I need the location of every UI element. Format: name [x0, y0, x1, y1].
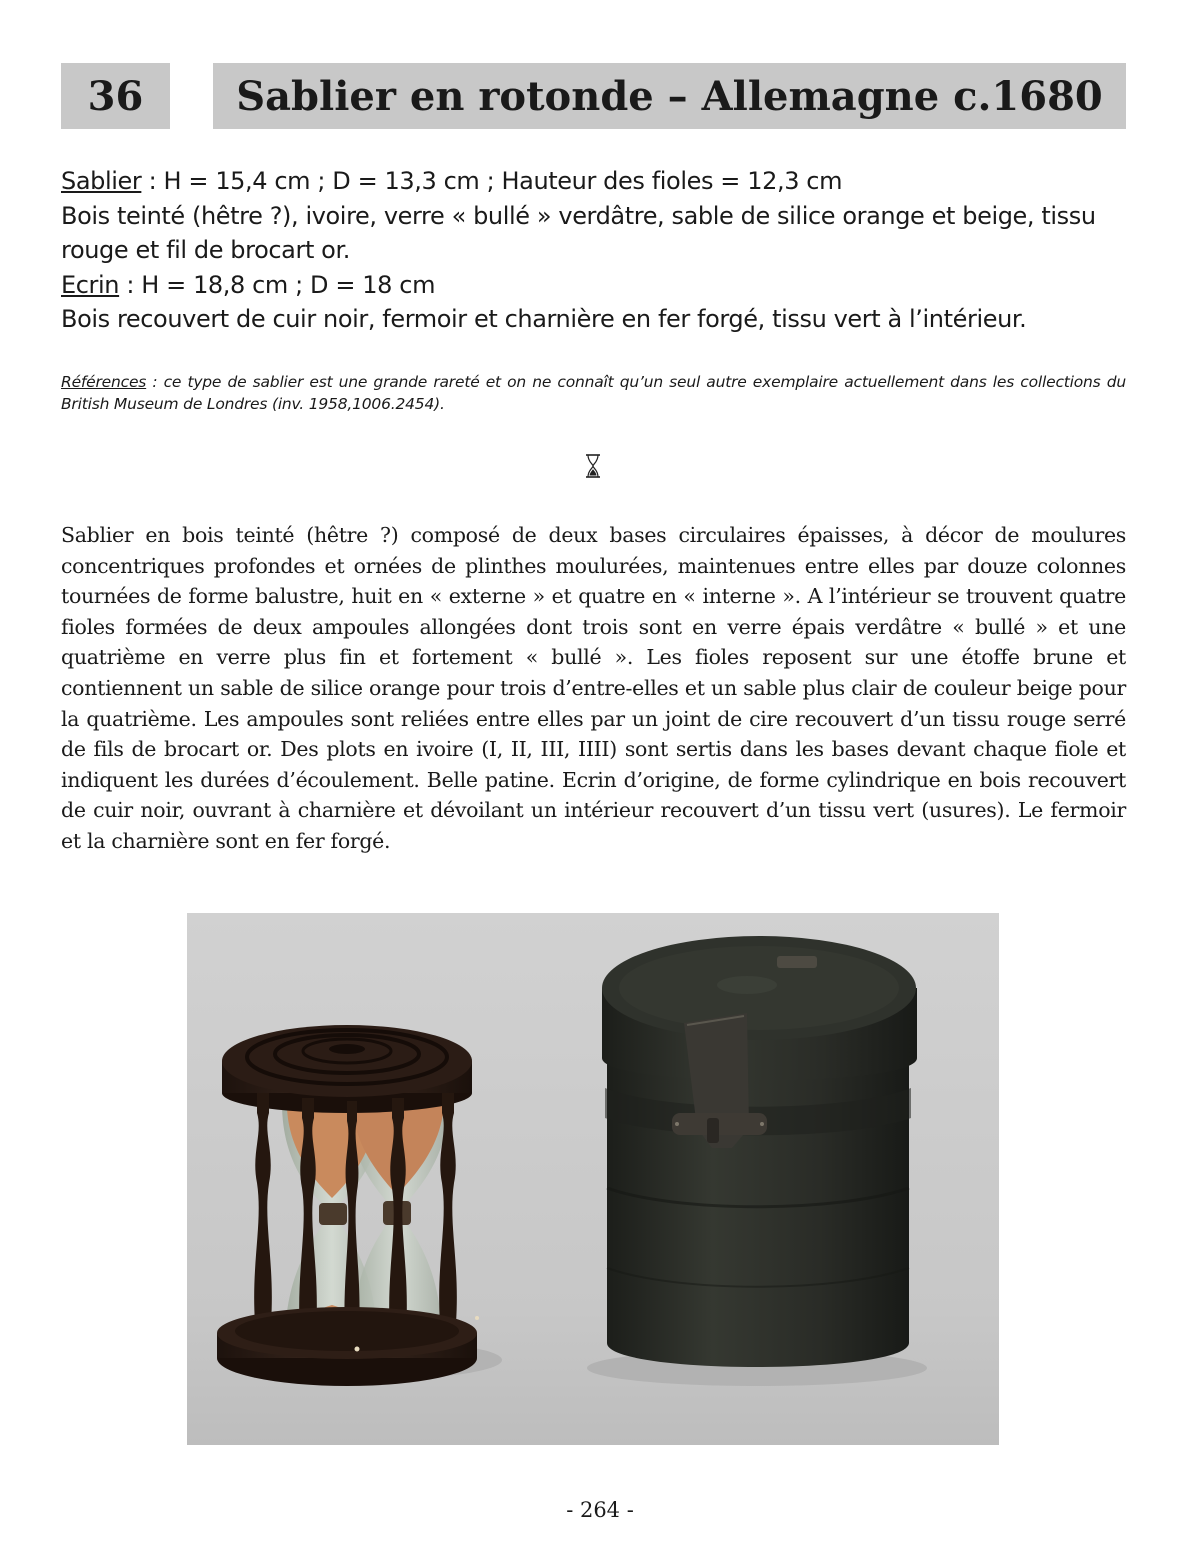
sablier-label: Sablier — [61, 167, 142, 195]
references-label: Références — [61, 373, 147, 391]
ecrin-dimensions — [61, 268, 1131, 303]
ecrin-materials: Bois recouvert de cuir noir, fermoir et charnière en fer forgé, tissu vert à l’intérieur. — [61, 305, 1027, 333]
page-number: - 264 - — [566, 1498, 634, 1522]
ecrin-dims-text: : H = 18,8 cm ; D = 18 cm — [119, 270, 436, 299]
references — [61, 371, 1126, 415]
page-title: Sablier en rotonde – Allemagne c.1680 — [236, 72, 1103, 120]
title-box — [213, 63, 1126, 129]
sablier-dims-text: : H = 15,4 cm ; D = 13,3 cm ; Hauteur des fioles = 12,3 cm — [141, 167, 843, 195]
lot-number: 36 — [87, 72, 144, 120]
lot-number-box — [61, 63, 170, 129]
description: Sablier en bois teinté (hêtre ?) composé de deux bases circulaires épaisses, à décor de moulures concentriques profondes et ornées de plinthes moulurées, maintenues entre elles par douze colonnes tournées de forme balustre, huit en « externe » et quatre en « interne ». A l’intérieur se trouvent quatre fioles formées de deux ampoules allongées dont trois sont en verre épais verdâtre « bullé » et une quatrième en verre plus fin et fortement « bullé ». Les fioles reposent sur une étoffe brune et contiennent un sable de silice orange pour trois d’entre-elles et un sable plus clair de couleur beige pour la quatrième. Les ampoules sont reliées entre elles par un joint de cire recouvert d’un tissu rouge serré de fils de brocart or. Des plots en ivoire (I, II, III, IIII) sont sertis dans les bases devant chaque fiole et indiquent les durées d’écoulement. Belle patine. Ecrin d’origine, de forme cylindrique en bois recouvert de cuir noir, ouvrant à charnière et dévoilant un intérieur recouvert d’un tissu vert (usures). Le fermoir et la charnière sont en fer forgé. — [61, 523, 1126, 853]
sablier-materials: Bois teinté (hêtre ?), ivoire, verre « bullé » verdâtre, sable de silice orange et beige, tissu rouge et fil de brocart or. — [61, 201, 1096, 264]
product-photo — [187, 913, 999, 1445]
hourglass-icon — [583, 453, 603, 479]
references-text: : ce type de sablier est une grande rareté et on ne connaît qu’un seul autre exemplaire actuellement dans les collections du British Museum de Londres (inv. 1958,1006.2454). — [61, 373, 1126, 413]
leather-case-object — [587, 936, 927, 1386]
sablier-dimensions — [61, 164, 1131, 199]
ecrin-label: Ecrin — [61, 270, 120, 299]
specifications — [61, 164, 1131, 337]
